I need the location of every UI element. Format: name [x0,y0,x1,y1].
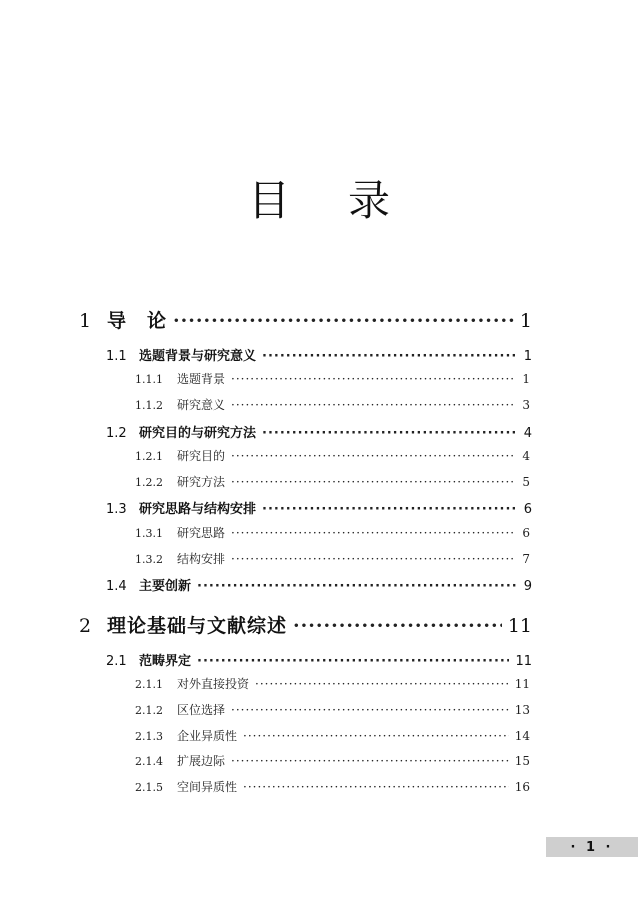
toc-number: 1.2.2 [135,476,163,489]
toc-page: 6 [522,526,530,540]
toc-subsection[interactable] [135,752,530,769]
toc-text: 研究思路 [177,526,226,540]
toc-chapter[interactable] [79,306,532,333]
toc-text: 空间异质性 [177,780,238,794]
toc-page: 7 [522,552,530,566]
toc-subsection[interactable] [135,473,530,490]
toc-text: 研究方法 [177,475,226,489]
toc-number: 2.1.3 [135,730,163,743]
toc-text: 研究目的与研究方法 [139,426,257,441]
toc-number: 2.1.5 [135,781,163,794]
toc-subsection[interactable] [135,370,530,387]
toc-subsection[interactable] [135,447,530,464]
dot-leader [231,526,516,540]
toc-number: 1.2.1 [135,450,163,463]
toc-page: 4 [523,426,532,441]
toc-number: 2 [79,615,92,637]
toc-text: 扩展边际 [177,754,226,768]
dot-leader [262,502,518,517]
toc-text: 研究思路与结构安排 [139,502,257,517]
toc-page: 11 [515,654,532,669]
toc-number: 1.1.2 [135,399,163,412]
toc-page: 5 [522,475,530,489]
toc-page: 6 [523,502,532,517]
dot-leader [231,703,509,717]
toc-number: 2.1 [106,654,127,669]
toc-text: 选题背景与研究意义 [139,349,257,364]
dot-leader [231,372,516,386]
dot-leader [262,349,518,364]
toc-text: 研究意义 [177,398,226,412]
toc-number: 1.2 [106,426,127,441]
toc-page: 1 [523,349,532,364]
toc-page: 14 [514,729,530,743]
toc-page: 1 [519,310,532,332]
toc-page: 11 [507,615,532,637]
dot-leader [197,579,518,594]
toc-subsection[interactable] [135,727,530,744]
toc-subsection[interactable] [135,550,530,567]
toc-section[interactable] [106,422,532,441]
dot-leader [262,426,518,441]
toc-number: 1.3 [106,502,127,517]
dot-leader [243,780,509,794]
title-char-1: 目 [247,176,290,225]
toc-page: 9 [523,579,532,594]
dot-leader [231,475,516,489]
toc-chapter[interactable] [79,611,532,638]
toc-text: 主要创新 [139,579,192,594]
toc-page: 1 [522,372,530,386]
dot-leader [197,654,509,669]
toc-text: 区位选择 [177,703,226,717]
toc-text: 研究目的 [177,449,226,463]
toc-text: 导 论 [107,310,168,332]
dot-leader [231,449,516,463]
toc-subsection[interactable] [135,778,530,795]
toc-page: 4 [522,449,530,463]
toc-section[interactable] [106,650,532,669]
dot-leader [293,615,502,637]
toc-page: 3 [522,398,530,412]
toc-title [0,168,638,228]
toc-text: 理论基础与文献综述 [107,615,288,637]
dot-leader [255,677,509,691]
toc-number: 1 [79,310,92,332]
toc-section[interactable] [106,498,532,517]
toc-section[interactable] [106,345,532,364]
toc-number: 1.3.1 [135,527,163,540]
dot-leader [243,729,509,743]
toc-section[interactable] [106,575,532,594]
toc-number: 1.3.2 [135,553,163,566]
dot-leader [231,754,509,768]
title-char-2: 录 [348,176,391,225]
toc-subsection[interactable] [135,524,530,541]
dot-leader [231,398,516,412]
toc-page: 13 [514,703,530,717]
toc-subsection[interactable] [135,675,530,692]
toc-page: 15 [514,754,530,768]
toc-text: 结构安排 [177,552,226,566]
toc-number: 2.1.1 [135,678,163,691]
toc-number: 1.1 [106,349,127,364]
toc-subsection[interactable] [135,701,530,718]
toc-number: 1.1.1 [135,373,163,386]
dot-leader [231,552,516,566]
toc-page: 11 [514,677,530,691]
toc-number: 1.4 [106,579,127,594]
toc-subsection[interactable] [135,396,530,413]
toc-text: 对外直接投资 [177,677,250,691]
toc-text: 范畴界定 [139,654,192,669]
toc-text: 企业异质性 [177,729,238,743]
toc-text: 选题背景 [177,372,226,386]
page-number: · 1 · [546,837,638,857]
dot-leader [173,310,514,332]
toc-page: 16 [514,780,530,794]
toc-number: 2.1.2 [135,704,163,717]
toc-number: 2.1.4 [135,755,163,768]
